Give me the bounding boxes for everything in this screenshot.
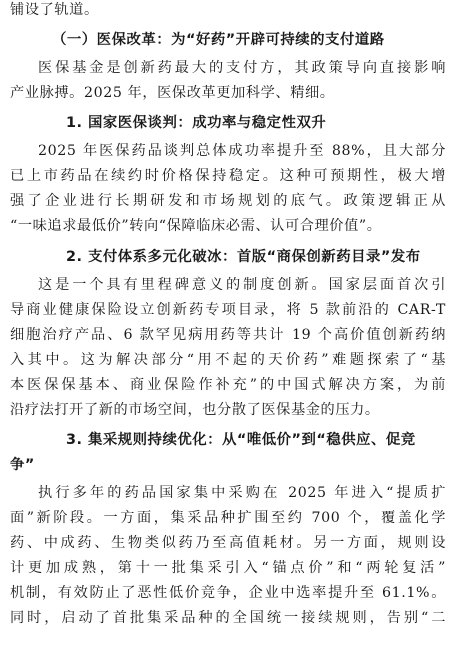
- body-line: 药、中成药、生物类似药乃至高值耗材。另一方面，规则设: [10, 535, 446, 551]
- body-line: 本医保保基本、商业保险作补充”的中国式解决方案，为前: [10, 377, 446, 393]
- body-line: 同时，启动了首批集采品种的全国统一接续规则，告别“二: [10, 610, 446, 626]
- body-line: 强了企业进行长期研发和市场规划的底气。政策逻辑正从: [10, 193, 446, 209]
- subsection-heading: 1. 国家医保谈判：成功率与稳定性双升: [66, 115, 327, 131]
- paragraph-last-line: “一味追求最低价”转向“保障临床必需、认可合理价值”。: [10, 218, 382, 234]
- paragraph-first-line: 医保基金是创新药最大的支付方，其政策导向直接影响: [38, 60, 446, 76]
- paragraph-first-line: 2025 年医保药品谈判总体成功率提升至 88%，且大部分: [38, 143, 446, 159]
- section-heading: （一）医保改革：为“好药”开辟可持续的支付道路: [52, 32, 385, 48]
- subsection-heading-continued: 争”: [10, 457, 35, 473]
- paragraph-first-line: 执行多年的药品国家集中采购在 2025 年进入“提质扩: [38, 485, 446, 501]
- body-line: 导商业健康保险设立创新药专项目录，将 5 款前沿的 CAR-T: [10, 302, 446, 318]
- paragraph-first-line: 这是一个具有里程碑意义的制度创新。国家层面首次引: [38, 277, 446, 293]
- paragraph-last-line: 产业脉搏。2025 年，医保改革更加科学、精细。: [10, 85, 335, 101]
- body-line: 面”新阶段。一方面，集采品种扩围至约 700 个，覆盖化学: [10, 510, 446, 526]
- subsection-heading: 2. 支付体系多元化破冰：首版“商保创新药目录”发布: [66, 249, 421, 265]
- body-line: 计更加成熟，第十一批集采引入“锚点价”和“两轮复活”: [10, 560, 446, 576]
- paragraph-last-line: 沿疗法打开了新的市场空间，也分散了医保基金的压力。: [10, 402, 380, 418]
- body-line: 入其中。这为解决部分“用不起的天价药”难题探索了“基: [10, 352, 446, 368]
- paragraph-last-line: 铺设了轨道。: [10, 2, 99, 18]
- body-line: 细胞治疗产品、6 款罕见病用药等共计 19 个高价值创新药纳: [10, 327, 446, 343]
- body-line: 机制，有效防止了恶性低价竞争，企业中选率提升至 61.1%。: [10, 585, 446, 601]
- subsection-heading: 3. 集采规则持续优化：从“唯低价”到“稳供应、促竞: [66, 432, 416, 448]
- body-line: 已上市药品在续约时价格保持稳定。这种可预期性，极大增: [10, 168, 446, 184]
